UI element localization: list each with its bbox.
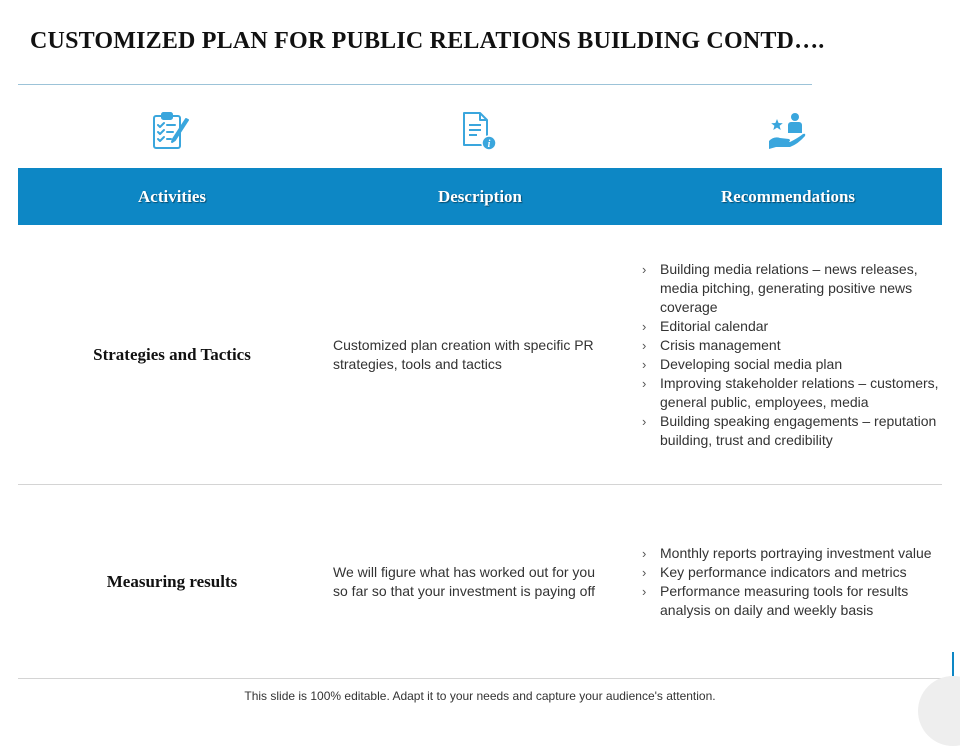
recommendation-item: › Key performance indicators and metrics	[640, 563, 940, 582]
recommendation-item: › Monthly reports portraying investment value	[640, 544, 940, 563]
checklist-clipboard-icon	[151, 111, 191, 151]
svg-text:i: i	[487, 139, 491, 150]
corner-decoration	[918, 676, 960, 746]
header-recommendations: Recommendations	[720, 186, 856, 206]
activity-cell: Strategies and Tactics	[93, 345, 251, 364]
recommendation-item: › Improving stakeholder relations – customers, general public, employees, media	[640, 374, 940, 412]
activity-cell: Measuring results	[106, 571, 238, 591]
table-bottom-divider	[18, 678, 942, 679]
description-cell: We will figure what has worked out for you so far so that your investment is paying off	[333, 563, 595, 599]
header-activities: Activities	[138, 186, 206, 206]
recommendation-item: › Editorial calendar	[640, 317, 940, 336]
slide-title: CUSTOMIZED PLAN FOR PUBLIC RELATIONS BUILDING CONTD….	[30, 28, 825, 54]
description-cell: Customized plan creation with specific PR strategies, tools and tactics	[333, 337, 594, 372]
table-row	[18, 226, 942, 484]
footer-note: This slide is 100% editable. Adapt it to your needs and capture your audience's attention.	[244, 689, 716, 703]
recommendations-list	[640, 485, 940, 678]
recommendation-item: › Building media relations – news releases, media pitching, generating positive news coverage	[640, 260, 940, 317]
table-row	[18, 485, 942, 678]
recommendation-item: › Performance measuring tools for results analysis on daily and weekly basis	[640, 582, 940, 620]
header-description: Description	[437, 186, 523, 206]
recommendation-item: › Developing social media plan	[640, 355, 940, 374]
recommendation-item: › Building speaking engagements – reputation building, trust and credibility	[640, 412, 940, 450]
document-info-icon	[460, 111, 500, 151]
table-header	[18, 168, 942, 225]
hand-star-person-icon	[768, 111, 808, 151]
recommendation-item: › Crisis management	[640, 336, 940, 355]
title-divider	[18, 84, 812, 85]
recommendations-list	[640, 226, 940, 484]
